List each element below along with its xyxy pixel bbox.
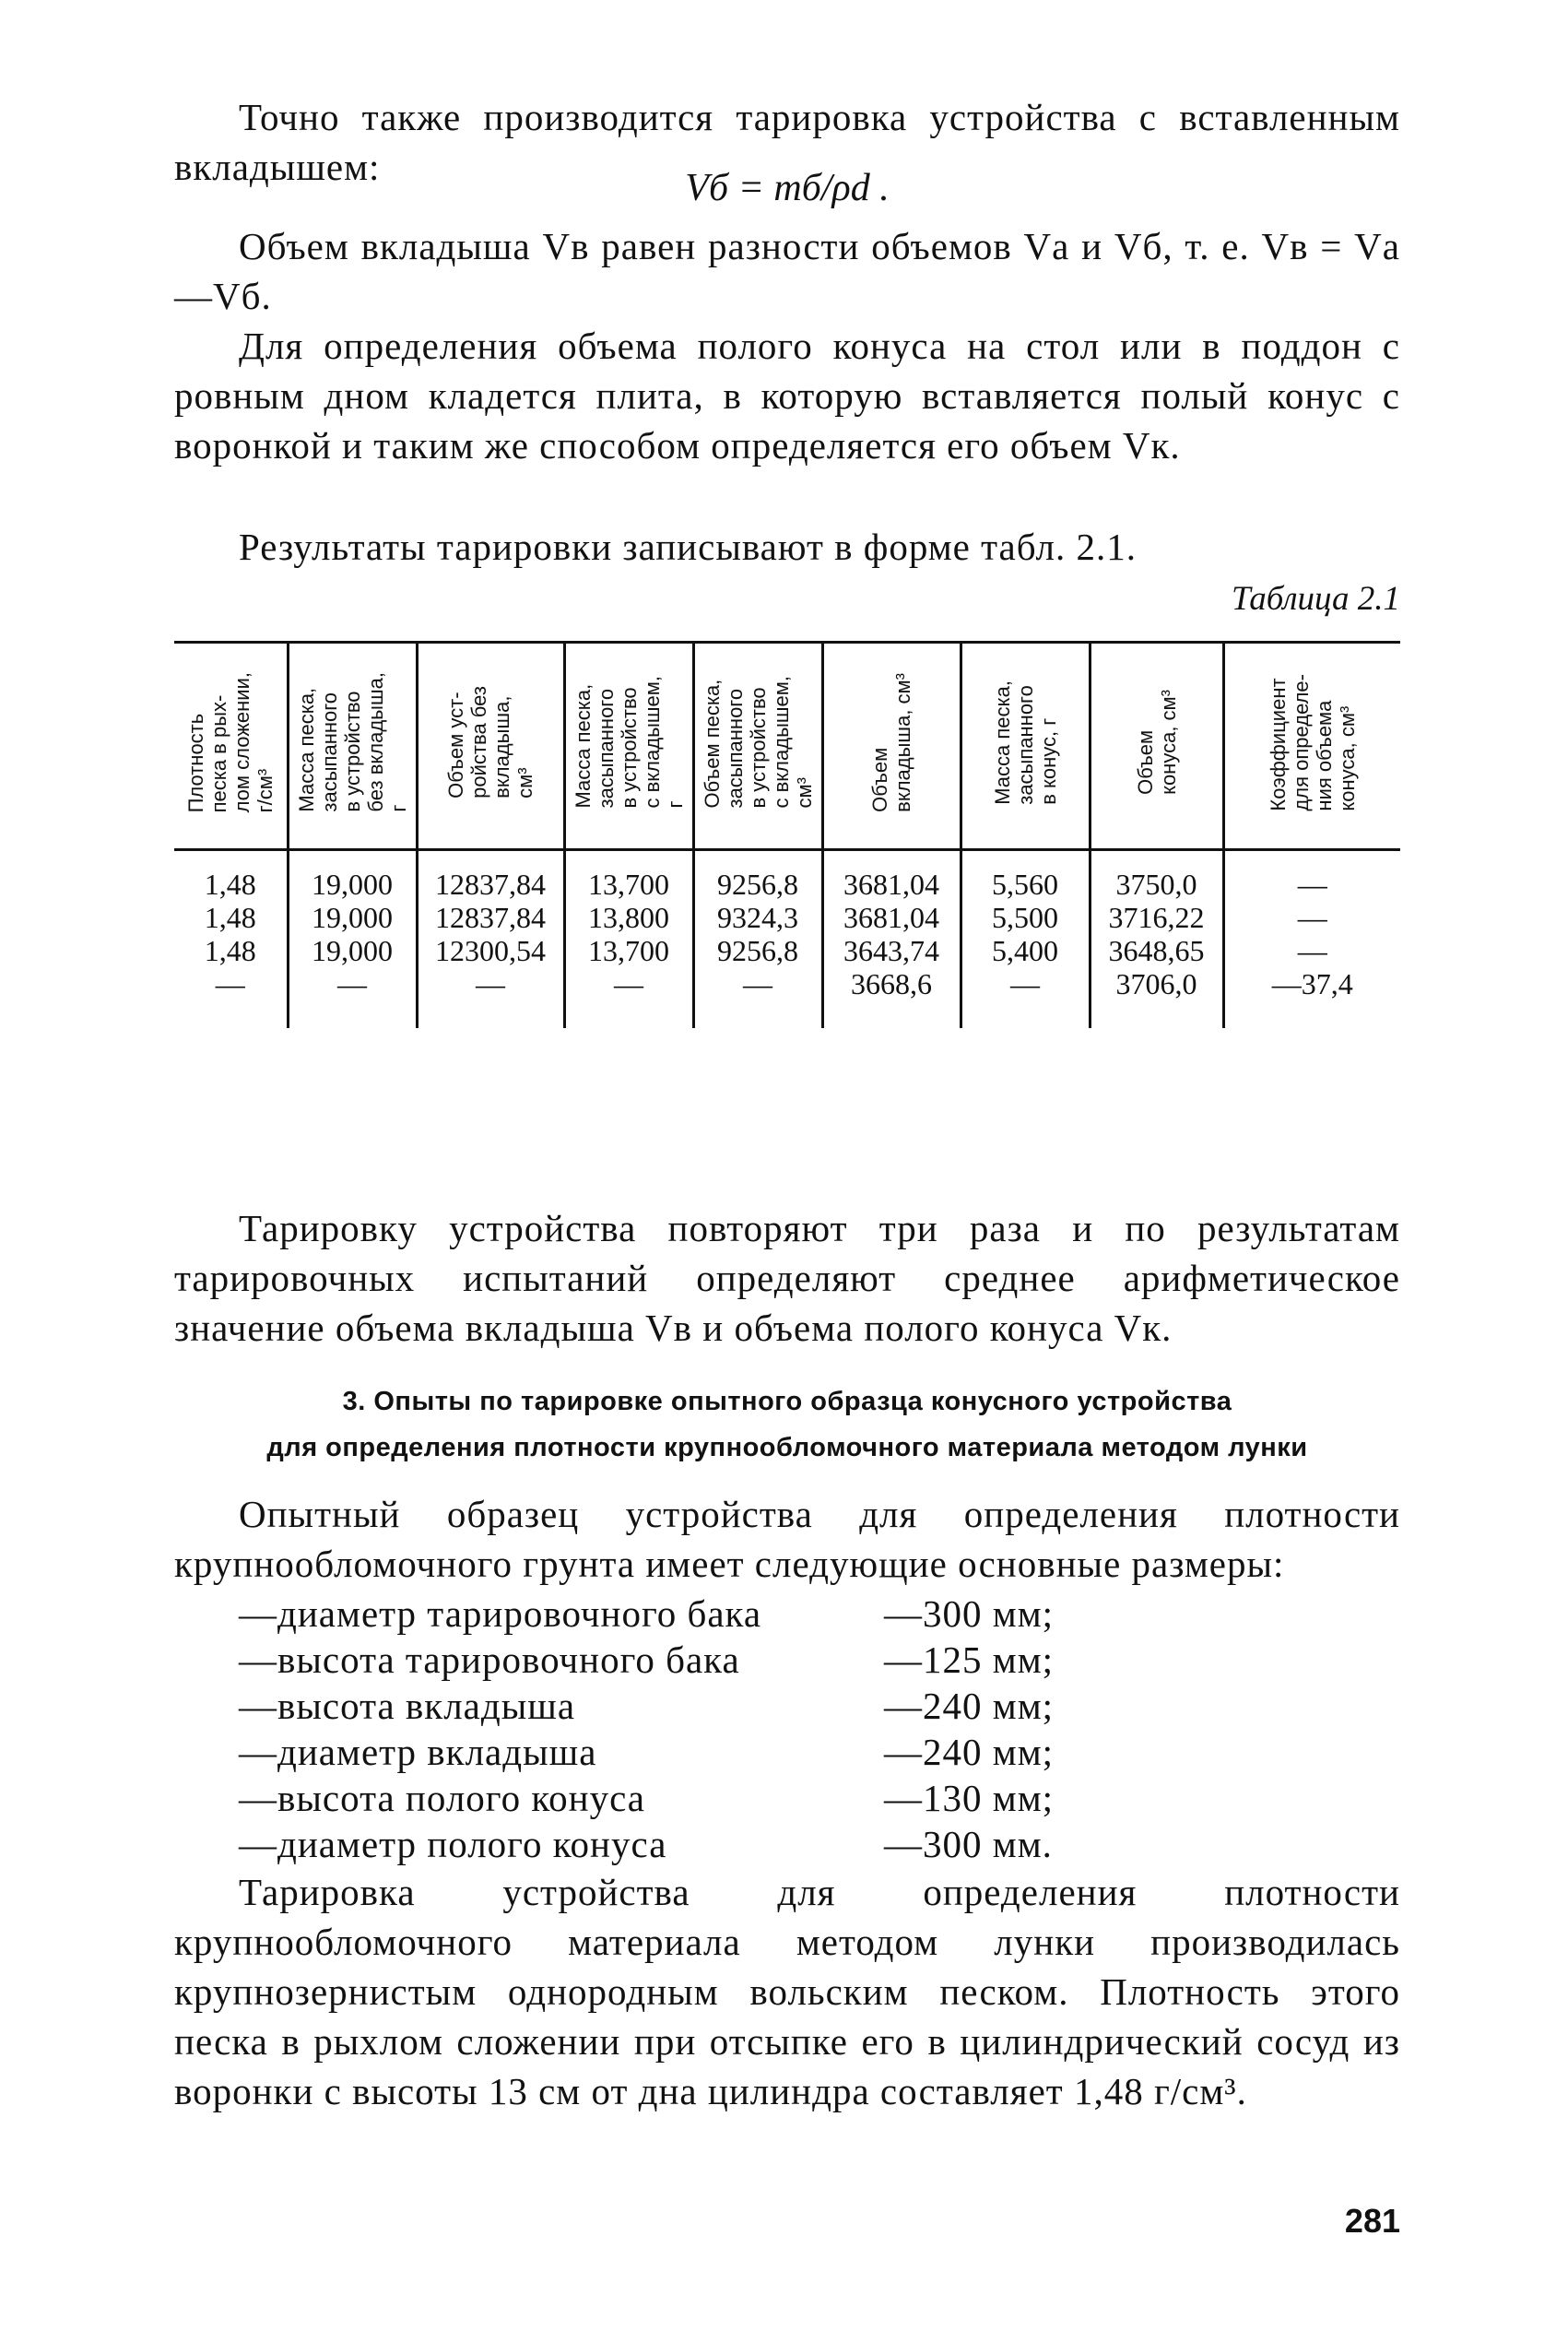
- table-cell: 1,48: [174, 850, 288, 902]
- col-header-volume-with-insert: Объем песка, засыпанного в устройство с вкладышем, см³: [693, 643, 822, 850]
- table-row: [174, 934, 1400, 967]
- table-cell: 9256,8: [693, 934, 822, 967]
- table-cell: 3648,65: [1090, 934, 1223, 967]
- list-item: —высота вкладыша —240 мм;: [239, 1685, 1055, 1727]
- paragraph-1: Точно также производится тарировка устройства с вставленным вкладышем:: [174, 96, 1400, 188]
- table-cell: 3681,04: [822, 901, 961, 934]
- table-row: [174, 967, 1400, 1028]
- table-cell: 13,700: [564, 934, 693, 967]
- table-cell: 3716,22: [1090, 901, 1223, 934]
- col-header-density: Плотность песка в рых- лом сложении, г/см³: [174, 643, 288, 850]
- table-cell: 9324,3: [693, 901, 822, 934]
- paragraph-7: Тарировка устройства для определения плотности крупнообломочного материала методом лунки производилась крупнозернистым однородным вольским песком. Плотность этого песка в рыхлом сложении при отсыпке его в цилиндрический сосуд из воронки с высоты 13 см от дна цилиндра составляет 1,48 г/см³.: [174, 1871, 1400, 2112]
- table-cell: 13,800: [564, 901, 693, 934]
- formula-vb: Vб = mб/ρd .: [685, 167, 890, 209]
- table-cell: 5,560: [961, 850, 1090, 902]
- table-cell: —: [564, 967, 693, 1028]
- page-number: 281: [1344, 2202, 1400, 2240]
- table-row: [174, 850, 1400, 902]
- table-cell: —: [417, 967, 564, 1028]
- table-cell: 19,000: [288, 850, 417, 902]
- table-cell: 9256,8: [693, 850, 822, 902]
- table-cell: 5,500: [961, 901, 1090, 934]
- paragraph-2: Объем вкладыша Vв равен разности объемов Vа и Vб, т. е. Vв = Vа—Vб.: [174, 225, 1400, 317]
- table-2-1: [174, 641, 1400, 1028]
- table-cell: 3668,6: [822, 967, 961, 1028]
- table-cell: 13,700: [564, 850, 693, 902]
- table-header-row: [174, 643, 1400, 850]
- table-cell: —: [693, 967, 822, 1028]
- table-cell: 1,48: [174, 934, 288, 967]
- table-cell: 3706,0: [1090, 967, 1223, 1028]
- table-cell: 3643,74: [822, 934, 961, 967]
- col-header-insert-volume: Объем вкладыша, см³: [822, 643, 961, 850]
- section-heading-line-2: для определения плотности крупнообломочного материала методом лунки: [266, 1433, 1308, 1462]
- table-cell: —: [1297, 934, 1327, 967]
- col-header-coefficient: Коэффициент для определе- ния объема конуса, см³: [1223, 643, 1400, 850]
- col-header-mass-with-insert: Масса песка, засыпанного в устройство с вкладышем, г: [564, 643, 693, 850]
- table-cell: —: [174, 967, 288, 1028]
- table-cell: 19,000: [288, 934, 417, 967]
- table-cell: 1,48: [174, 901, 288, 934]
- col-header-mass-no-insert: Масса песка, засыпанного в устройство без вкладыша, г: [288, 643, 417, 850]
- col-header-mass-cone: Масса песка, засыпанного в конус, г: [961, 643, 1090, 850]
- table-cell: —37,4: [1271, 967, 1353, 1000]
- table-cell: —: [961, 967, 1090, 1028]
- table-cell: 19,000: [288, 901, 417, 934]
- table-caption: Таблица 2.1: [1231, 580, 1400, 618]
- table-cell: 12837,84: [417, 850, 564, 902]
- paragraph-6: Опытный образец устройства для определения плотности крупнообломочного грунта имеет следующие основные размеры:: [174, 1493, 1400, 1585]
- table-cell: 12837,84: [417, 901, 564, 934]
- list-item: —диаметр тарировочного бака —300 мм;: [239, 1592, 1055, 1635]
- table-cell: 3681,04: [822, 850, 961, 902]
- table-row: [174, 901, 1400, 934]
- table-cell: —: [1297, 868, 1327, 901]
- col-header-volume-no-insert: Объем уст- ройства без вкладыша, см³: [417, 643, 564, 850]
- table-cell: —: [288, 967, 417, 1028]
- table-cell: 5,400: [961, 934, 1090, 967]
- list-item: —диаметр вкладыша —240 мм;: [239, 1731, 1055, 1773]
- list-item: —диаметр полого конуса —300 мм.: [239, 1823, 1053, 1865]
- list-item: —высота тарировочного бака —125 мм;: [239, 1638, 1055, 1681]
- list-item: —высота полого конуса —130 мм;: [239, 1777, 1055, 1819]
- dimension-list: [239, 1591, 1054, 1867]
- paragraph-4: Результаты тарировки записывают в форме табл. 2.1.: [239, 526, 1138, 568]
- section-heading-line-1: 3. Опыты по тарировке опытного образца конусного устройства: [342, 1387, 1232, 1416]
- col-header-cone-volume: Объем конуса, см³: [1090, 643, 1223, 850]
- table-cell: —: [1297, 901, 1327, 934]
- text-column: [174, 0, 1400, 2342]
- paragraph-5: Тарировку устройства повторяют три раза и по результатам тарировочных испытаний определяют среднее арифметическое значение объема вкладыша Vв и объема полого конуса Vк.: [174, 1207, 1400, 1349]
- paragraph-3: Для определения объема полого конуса на стол или в поддон с ровным дном кладется плита, в которую вставляется полый конус с воронкой и таким же способом определяется его объем Vк.: [174, 325, 1400, 467]
- table-cell: 12300,54: [417, 934, 564, 967]
- table-cell: 3750,0: [1090, 850, 1223, 902]
